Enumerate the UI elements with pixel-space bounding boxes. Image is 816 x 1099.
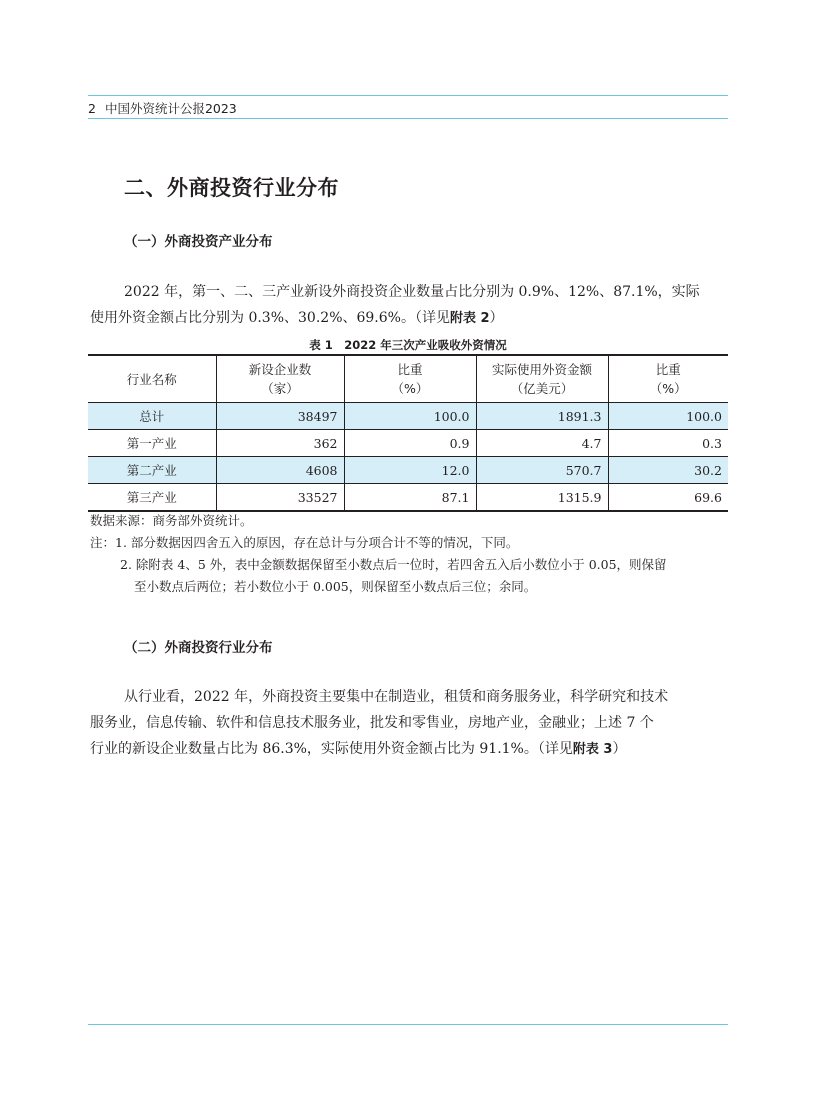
- section-title: 二、外商投资行业分布: [124, 176, 339, 200]
- paragraph-2: [90, 684, 730, 763]
- cell-industry: 总计: [88, 403, 216, 430]
- table-header-row: [88, 355, 728, 403]
- cell-industry: 第二产业: [88, 457, 216, 484]
- header-share-fdi: 比重 （%）: [608, 355, 728, 403]
- running-header: [88, 99, 237, 117]
- paragraph-2-line-3: [90, 736, 730, 763]
- table-row: [88, 484, 728, 512]
- cell-share-enterprises: 100.0: [344, 403, 476, 430]
- paragraph-1-line-1: 2022 年，第一、二、三产业新设外商投资企业数量占比分别为 0.9%、12%、87.1%，实际: [124, 284, 700, 300]
- note-2-line-1: 2. 除附表 4、5 外，表中金额数据保留至小数点后一位时，若四舍五入后小数位小于 0.05，则保留: [120, 557, 667, 572]
- table-row: [88, 403, 728, 430]
- paragraph-1-line-2-text: 使用外资金额占比分别为 0.3%、30.2%、69.6%。（详见: [90, 310, 450, 326]
- header-industry: 行业名称: [88, 355, 216, 403]
- industry-investment-table: [88, 354, 728, 512]
- paragraph-2-line-3-text: 行业的新设企业数量占比为 86.3%，实际使用外资金额占比为 91.1%。（详见: [90, 741, 573, 757]
- header-new-enterprises: 新设企业数 （家）: [216, 355, 344, 403]
- paragraph-1-line-2-close: ）: [489, 310, 504, 326]
- header-actual-fdi: 实际使用外资金额 （亿美元）: [476, 355, 608, 403]
- cell-actual-fdi: 4.7: [476, 430, 608, 457]
- cell-industry: 第一产业: [88, 430, 216, 457]
- cell-share-enterprises: 0.9: [344, 430, 476, 457]
- cell-actual-fdi: 570.7: [476, 457, 608, 484]
- header-rule-bottom: [88, 118, 728, 119]
- cell-new-enterprises: 4608: [216, 457, 344, 484]
- paragraph-2-line-2: 服务业，信息传输、软件和信息技术服务业，批发和零售业，房地产业，金融业；上述 7 个: [90, 715, 654, 731]
- appendix-ref-2: 附表 2: [449, 311, 490, 326]
- cell-actual-fdi: 1315.9: [476, 484, 608, 512]
- cell-share-enterprises: 87.1: [344, 484, 476, 512]
- cell-share-fdi: 0.3: [608, 430, 728, 457]
- table-row: [88, 430, 728, 457]
- table-notes: [90, 510, 667, 598]
- appendix-ref-3: 附表 3: [572, 742, 613, 757]
- paragraph-1: [90, 279, 730, 332]
- publication-title: 中国外资统计公报2023: [104, 101, 237, 116]
- subsection-title-1: （一）外商投资产业分布: [124, 234, 273, 250]
- note-1: 注：1. 部分数据因四舍五入的原因，存在总计与分项合计不等的情况，下同。: [90, 535, 519, 550]
- header-share-enterprises: 比重 （%）: [344, 355, 476, 403]
- page-number: 2: [88, 101, 96, 116]
- footer-rule: [88, 1024, 728, 1025]
- cell-share-enterprises: 12.0: [344, 457, 476, 484]
- header-rule-top: [88, 95, 728, 96]
- cell-actual-fdi: 1891.3: [476, 403, 608, 430]
- cell-share-fdi: 30.2: [608, 457, 728, 484]
- data-source-note: 数据来源：商务部外资统计。: [90, 513, 253, 528]
- note-2-line-2: 至小数点后两位；若小数位小于 0.005，则保留至小数点后三位；余同。: [134, 579, 537, 594]
- paragraph-2-line-3-close: ）: [612, 741, 627, 757]
- cell-share-fdi: 69.6: [608, 484, 728, 512]
- paragraph-2-line-1: 从行业看，2022 年，外商投资主要集中在制造业，租赁和商务服务业，科学研究和技术: [124, 689, 669, 705]
- cell-new-enterprises: 38497: [216, 403, 344, 430]
- subsection-title-2: （二）外商投资行业分布: [124, 640, 273, 656]
- table-caption: 表 1 2022 年三次产业吸收外资情况: [309, 338, 507, 352]
- table-row: [88, 457, 728, 484]
- cell-share-fdi: 100.0: [608, 403, 728, 430]
- cell-industry: 第三产业: [88, 484, 216, 512]
- cell-new-enterprises: 362: [216, 430, 344, 457]
- cell-new-enterprises: 33527: [216, 484, 344, 512]
- paragraph-1-line-2: [90, 305, 730, 332]
